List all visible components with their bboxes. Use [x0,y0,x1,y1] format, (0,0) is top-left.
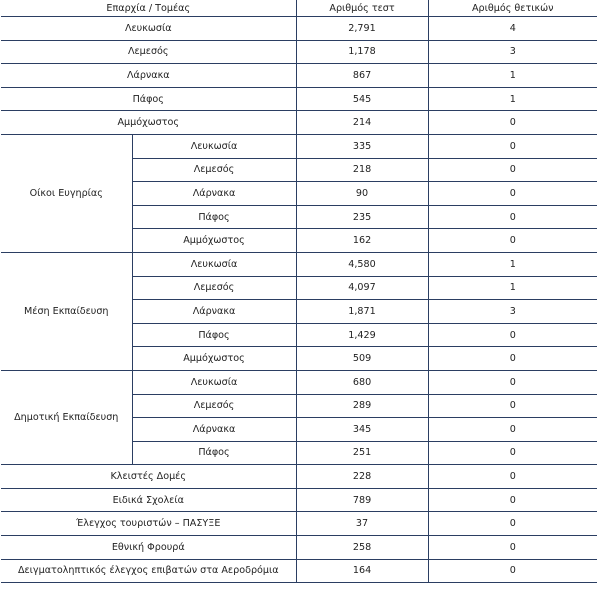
row-positives: 0 [428,158,597,182]
row-label: Λάρνακα [132,300,296,324]
row-positives: 0 [428,418,597,442]
row-tests: 235 [296,205,428,229]
row-positives: 0 [428,465,597,489]
header-tests: Αριθμός τεστ [296,0,428,17]
group-label-primary-education: Δημοτική Εκπαίδευση [1,370,132,464]
group-label-nursing-homes: Οίκοι Ευγηρίας [1,134,132,252]
row-tests: 258 [296,536,428,560]
row-tests: 289 [296,394,428,418]
row-tests: 509 [296,347,428,371]
row-tests: 4,580 [296,252,428,276]
row-tests: 2,791 [296,17,428,41]
row-tests: 345 [296,418,428,442]
row-tests: 251 [296,441,428,465]
row-label: Λευκωσία [1,17,296,41]
row-tests: 37 [296,512,428,536]
row-label: Λευκωσία [132,252,296,276]
row-label: Πάφος [132,441,296,465]
row-positives: 0 [428,370,597,394]
row-positives: 1 [428,276,597,300]
table-row [1,512,597,536]
row-tests: 867 [296,64,428,88]
row-positives: 0 [428,512,597,536]
row-positives: 0 [428,205,597,229]
results-table [1,0,597,583]
row-positives: 1 [428,87,597,111]
row-label: Ειδικά Σχολεία [1,488,296,512]
table-row [1,111,597,135]
row-tests: 214 [296,111,428,135]
row-tests: 789 [296,488,428,512]
row-tests: 1,178 [296,40,428,64]
row-label: Λεμεσός [132,276,296,300]
row-tests: 680 [296,370,428,394]
row-label: Λεμεσός [132,158,296,182]
row-tests: 164 [296,559,428,583]
table-row [1,40,597,64]
header-positives: Αριθμός θετικών [428,0,597,17]
row-label: Κλειστές Δομές [1,465,296,489]
row-tests: 1,429 [296,323,428,347]
row-positives: 0 [428,229,597,253]
table-row [1,17,597,41]
row-label: Πάφος [132,205,296,229]
row-positives: 3 [428,40,597,64]
table-row [1,134,597,158]
row-label: Λευκωσία [132,134,296,158]
row-tests: 218 [296,158,428,182]
row-label: Αμμόχωστος [132,347,296,371]
table-row [1,252,597,276]
row-positives: 1 [428,64,597,88]
row-label: Λάρνακα [1,64,296,88]
row-positives: 0 [428,182,597,206]
row-positives: 0 [428,323,597,347]
table-row [1,488,597,512]
table-row [1,465,597,489]
row-label: Πάφος [1,87,296,111]
table-row [1,64,597,88]
row-label: Δειγματοληπτικός έλεγχος επιβατών στα Αεροδρόμια [1,559,296,583]
row-positives: 1 [428,252,597,276]
row-positives: 0 [428,536,597,560]
table-row [1,559,597,583]
row-tests: 228 [296,465,428,489]
row-positives: 3 [428,300,597,324]
row-tests: 90 [296,182,428,206]
row-label: Πάφος [132,323,296,347]
group-label-secondary-education: Μέση Εκπαίδευση [1,252,132,370]
table-row [1,370,597,394]
row-positives: 0 [428,347,597,371]
row-label: Λάρνακα [132,182,296,206]
header-region: Επαρχία / Τομέας [1,0,296,17]
row-label: Λευκωσία [132,370,296,394]
row-positives: 0 [428,394,597,418]
row-tests: 335 [296,134,428,158]
row-tests: 545 [296,87,428,111]
table-row [1,87,597,111]
row-label: Εθνική Φρουρά [1,536,296,560]
row-label: Έλεγχος τουριστών – ΠΑΣΥΞΕ [1,512,296,536]
row-positives: 0 [428,559,597,583]
table-header-row [1,0,597,17]
row-tests: 1,871 [296,300,428,324]
row-positives: 0 [428,134,597,158]
row-label: Αμμόχωστος [1,111,296,135]
row-tests: 162 [296,229,428,253]
row-positives: 0 [428,111,597,135]
row-label: Αμμόχωστος [132,229,296,253]
row-tests: 4,097 [296,276,428,300]
table-row [1,536,597,560]
row-label: Λάρνακα [132,418,296,442]
row-label: Λεμεσός [1,40,296,64]
row-positives: 4 [428,17,597,41]
row-positives: 0 [428,441,597,465]
row-label: Λεμεσός [132,394,296,418]
row-positives: 0 [428,488,597,512]
